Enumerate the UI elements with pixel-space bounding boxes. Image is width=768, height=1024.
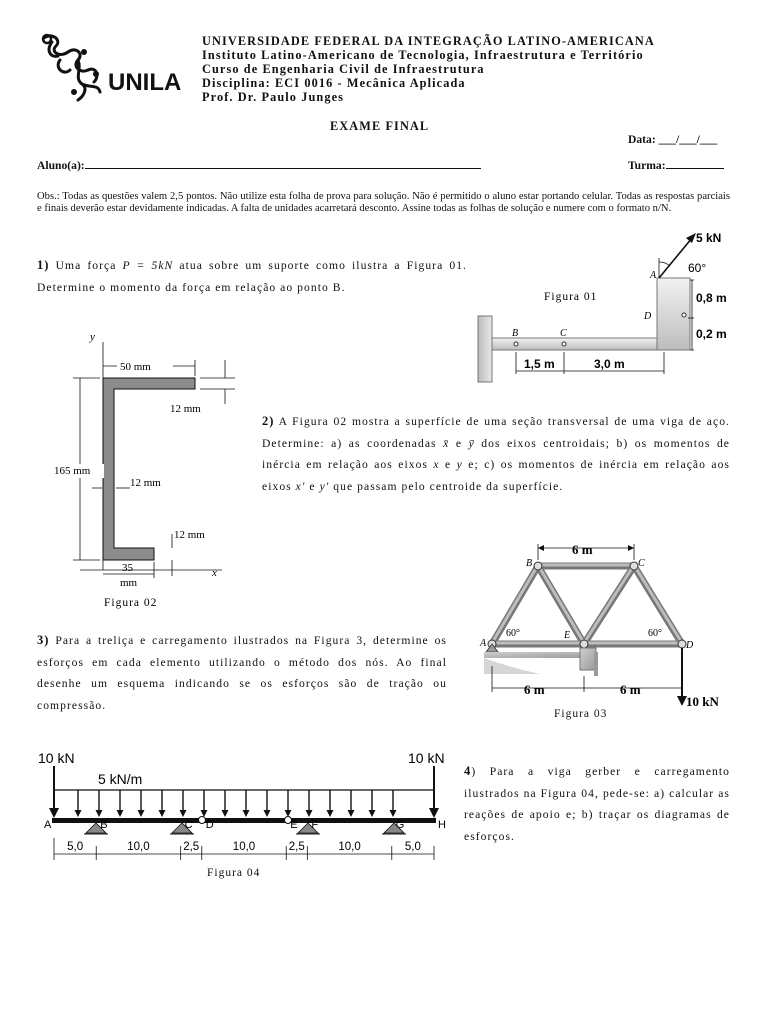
fig1-dim-15: 1,5 m xyxy=(524,357,555,371)
fig2-dim-12-web: 12 mm xyxy=(130,477,161,489)
unila-logo xyxy=(38,30,194,110)
dist-load-arrowhead xyxy=(180,810,187,817)
fig4-point-a: A xyxy=(44,819,52,831)
figure-03 xyxy=(462,536,738,726)
dist-load-arrowhead xyxy=(285,810,292,817)
distributed-load-arrows xyxy=(75,790,397,817)
fig3-point-a: A xyxy=(480,638,487,649)
fig4-load-left: 10 kN xyxy=(38,750,75,766)
class-label: Turma: xyxy=(628,159,666,172)
fig2-dim-50: 50 mm xyxy=(120,361,151,373)
fig3-dim-left: 6 m xyxy=(524,682,545,697)
professor-name: Prof. Dr. Paulo Junges xyxy=(202,90,345,104)
dist-load-arrowhead xyxy=(306,810,313,817)
student-name-line xyxy=(85,157,481,169)
fig4-span-3: 2,5 xyxy=(183,841,200,853)
dist-load-arrowhead xyxy=(243,810,250,817)
dist-load-arrowhead xyxy=(264,810,271,817)
dist-load-arrowhead xyxy=(369,810,376,817)
fig4-span-6: 10,0 xyxy=(338,841,361,853)
fig3-angle-d: 60° xyxy=(648,628,662,639)
fig1-dim-02: 0,2 m xyxy=(696,327,727,341)
q2-number: 2) xyxy=(262,414,275,428)
exam-title: EXAME FINAL xyxy=(330,119,430,133)
fig1-point-d: D xyxy=(644,311,652,322)
fig4-point-h: H xyxy=(438,819,446,831)
fig2-dim-12-top: 12 mm xyxy=(170,403,201,415)
fig4-span-2: 10,0 xyxy=(127,841,150,853)
fig2-axis-x: x xyxy=(212,567,217,579)
fig4-point-f: F xyxy=(311,819,319,831)
fig1-point-c: C xyxy=(560,328,567,339)
q1-number: 1) xyxy=(37,258,50,272)
fig1-point-a: A xyxy=(650,270,657,281)
fig4-caption: Figura 04 xyxy=(207,867,261,879)
institute-name: Instituto Latino-Americano de Tecnologia, Infraestrutura e Território xyxy=(202,48,644,62)
fig1-dim-08: 0,8 m xyxy=(696,291,727,305)
fig1-point-b: B xyxy=(512,328,519,339)
dist-load-arrowhead xyxy=(138,810,145,817)
date-field: Data: ___/___/___ xyxy=(628,133,718,146)
unila-emblem-icon xyxy=(38,30,194,110)
class-field xyxy=(628,156,724,174)
fig2-caption: Figura 02 xyxy=(104,597,158,609)
fig4-point-c: C xyxy=(184,819,193,831)
dist-load-arrowhead xyxy=(117,810,124,817)
q4-number: 4 xyxy=(464,764,472,778)
dist-load-arrowhead xyxy=(348,810,355,817)
figure-02 xyxy=(40,326,246,614)
class-line xyxy=(666,157,724,169)
fig1-angle: 60° xyxy=(688,261,707,275)
fig2-dim-12-bottom: 12 mm xyxy=(174,529,205,541)
fig4-load-right: 10 kN xyxy=(408,750,445,766)
course-name: Curso de Engenharia Civil de Infraestrutura xyxy=(202,62,485,76)
fig3-point-e: E xyxy=(564,630,571,641)
fig2-axis-y: y xyxy=(90,331,95,343)
fig3-point-c: C xyxy=(638,558,645,569)
fig4-dist-load: 5 kN/m xyxy=(98,771,143,787)
q1-force: P = 5kN xyxy=(122,259,174,272)
fig4-point-g: G xyxy=(395,819,405,831)
fig4-span-4: 10,0 xyxy=(232,841,256,853)
question-1: 1) Uma força P = 5kN atua sobre um suporte como ilustra a Figura 01. Determine o momento da força em relação ao ponto B. xyxy=(37,258,468,294)
dist-load-arrowhead xyxy=(390,810,397,817)
fig3-load: 10 kN xyxy=(686,694,719,709)
dist-load-arrowhead xyxy=(201,810,208,817)
fig4-span-7: 5,0 xyxy=(404,841,421,853)
fig2-dim-165: 165 mm xyxy=(54,465,91,477)
fig4-point-d: D xyxy=(205,819,214,831)
figure-01 xyxy=(474,228,736,384)
dist-load-arrowhead xyxy=(75,810,82,817)
fig4-point-b: B xyxy=(100,819,108,831)
student-field xyxy=(37,156,481,174)
student-label: Aluno(a): xyxy=(37,159,85,172)
question-2: 2) A Figura 02 mostra a superfície de uma seção transversal de uma viga de aço. Determine: a) as coordenadas x̄ e ȳ dos eixos centroidais; b) os momentos de inércia em relação aos eixos x e y e; c) os momentos de inércia em relação aos eixos x′ e y′ que passam pelo centroide da superfície. xyxy=(262,414,731,493)
fig3-caption: Figura 03 xyxy=(554,708,608,720)
fig4-span-1: 5,0 xyxy=(67,841,84,853)
logo-text: UNILA xyxy=(108,69,182,96)
university-name: UNIVERSIDADE FEDERAL DA INTEGRAÇÃO LATINO-AMERICANA xyxy=(202,34,655,48)
dist-load-arrowhead xyxy=(222,810,229,817)
fig2-dim-35: 35 xyxy=(122,562,133,574)
dist-load-arrowhead xyxy=(327,810,334,817)
fig4-span-labels xyxy=(67,841,434,860)
fig4-span-5: 2,5 xyxy=(288,841,305,853)
fig1-force: 5 kN xyxy=(696,231,722,245)
observations: Obs.: Todas as questões valem 2,5 pontos. Não utilize esta folha de prova para solução. Não é permitido o aluno estar portando celular. Todas as respostas parciais e finais deverão estar devidamente indicadas. A falta de unidades acarretará desconto. Assine todas as folhas de solução e numere com o formato n/N. xyxy=(37,191,730,215)
discipline-name: Disciplina: ECI 0016 - Mecânica Aplicada xyxy=(202,76,466,90)
question-3: 3) Para a treliça e carregamento ilustrados na Figura 3, determine os esforços em cada elemento utilizando o método dos nós. Ao final desenhe um esquema indicando se os esforços são de tração ou compressão. xyxy=(37,633,447,712)
fig3-point-d: D xyxy=(686,640,694,651)
fig4-point-e: E xyxy=(290,819,298,831)
dist-load-arrowhead xyxy=(96,810,103,817)
q3-number: 3) xyxy=(37,633,50,647)
fig3-point-b: B xyxy=(526,558,533,569)
fig2-dim-35-unit: mm xyxy=(120,577,138,589)
question-4: 4) Para a viga gerber e carregamento ilustrados na Figura 04, pede-se: a) calcular as reações de apoio e; b) traçar os diagramas de esforços. xyxy=(464,764,730,843)
fig1-caption: Figura 01 xyxy=(544,291,598,303)
fig3-dim-right: 6 m xyxy=(620,682,641,697)
fig3-dim-top: 6 m xyxy=(572,542,593,557)
figure-04 xyxy=(36,742,456,886)
fig3-angle-a: 60° xyxy=(506,628,520,639)
dist-load-arrowhead xyxy=(159,810,166,817)
fig1-dim-30: 3,0 m xyxy=(594,357,625,371)
